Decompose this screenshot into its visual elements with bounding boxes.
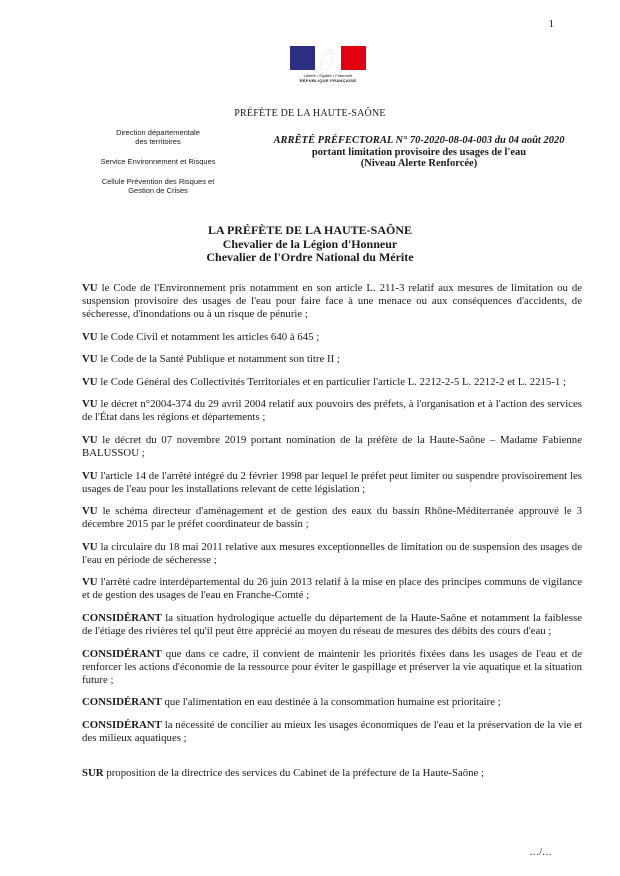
paragraph-text: que dans ce cadre, il convient de maintenir les priorités fixées dans les usages de l'eau et de renforcer les actions d'économie de la ressource pour éviter le gaspillage et préserver la vie aquatique et la situation future ; <box>82 647 582 686</box>
heading-line: Chevalier de l'Ordre National du Mérite <box>206 250 414 264</box>
paragraph-lead: CONSIDÉRANT <box>82 611 162 624</box>
paragraph-text: le décret n°2004-374 du 29 avril 2004 relatif aux pouvoirs des préfets, à l'organisation et à l'action des services de l'État dans les régions et départements ; <box>82 398 582 424</box>
considerations-body <box>82 282 582 789</box>
decree-paragraph <box>82 398 582 424</box>
decree-paragraph <box>82 541 582 567</box>
decree-paragraph <box>82 434 582 460</box>
sur-proposition-paragraph <box>82 767 582 780</box>
paragraph-text: l'arrêté cadre interdépartemental du 26 juin 2013 relatif à la mise en place des principes communs de vigilance et de gestion des usages de l'eau en Franche-Comté ; <box>82 576 582 602</box>
paragraph-lead: VU <box>82 576 98 589</box>
arrete-title: ARRÊTÉ PRÉFECTORAL N° 70-2020-08-04-003 du 04 août 2020 <box>273 135 565 146</box>
arrete-title-block <box>254 135 584 170</box>
paragraph-text: le Code Général des Collectivités Territoriales et en particulier l'article L. 2212-2-5 L. 2212-2 et L. 2215-1 ; <box>100 375 567 388</box>
arrete-level: (Niveau Alerte Renforcée) <box>360 158 478 169</box>
page-number: 1 <box>548 18 554 30</box>
paragraph-lead: VU <box>82 469 98 482</box>
paragraph-text: le décret du 07 novembre 2019 portant nomination de la préfète de la Haute-Saône – Madame Fabienne BALUSSOU ; <box>82 433 582 459</box>
decree-paragraph <box>82 505 582 531</box>
paragraph-text: la circulaire du 18 mai 2011 relative aux mesures exceptionnelles de limitation ou de suspension des usages de l'eau en période de sécheresse ; <box>82 540 583 566</box>
paragraph-text: le Code de l'Environnement pris notamment en son article L. 211-3 relatif aux mesures de limitation ou de suspension provisoire des usages de l'eau pour faire face à une menace ou aux conséquences d'accidents, de sécheresse, d'inondations ou à un risque de pénurie ; <box>82 282 583 320</box>
paragraph-lead: CONSIDÉRANT <box>82 647 162 660</box>
decree-paragraph <box>82 576 582 602</box>
republique-francaise-logo <box>290 46 366 83</box>
paragraph-lead: CONSIDÉRANT <box>82 696 162 709</box>
sidebar-line-service: Service Environnement et Risques <box>100 157 216 166</box>
decree-paragraph <box>82 331 582 344</box>
decree-paragraph <box>82 376 582 389</box>
prefecte-header: PRÉFÈTE DE LA HAUTE-SAÔNE <box>234 108 386 119</box>
decree-paragraph <box>82 696 582 709</box>
paragraph-lead: VU <box>82 433 98 446</box>
paragraph-lead: VU <box>82 282 98 294</box>
paragraph-text: le Code de la Santé Publique et notamment son titre II ; <box>100 353 340 366</box>
arrete-subtitle: portant limitation provisoire des usages de l'eau <box>311 146 527 158</box>
paragraph-text: proposition de la directrice des services du Cabinet de la préfecture de la Haute-Saône ; <box>106 766 485 779</box>
paragraph-lead: VU <box>82 330 98 343</box>
marianne-profile-icon <box>314 48 340 70</box>
logo-republic: RÉPUBLIQUE FRANÇAISE <box>299 78 357 83</box>
paragraph-lead: VU <box>82 505 98 518</box>
paragraph-text: la situation hydrologique actuelle du département de la Haute-Saône et notamment la faiblesse de l'étiage des rivières tel qu'il peut être apprécié au moyen du réseau de mesures des débits des cours d'eau ; <box>82 611 582 637</box>
decree-paragraph <box>82 648 582 687</box>
paragraph-lead: VU <box>82 353 98 366</box>
decree-paragraph <box>82 719 582 745</box>
paragraph-lead: VU <box>82 398 98 411</box>
paragraph-lead: SUR <box>82 766 104 779</box>
sidebar-line-direction: Direction départementale des territoires <box>116 128 200 146</box>
paragraph-text: le schéma directeur d'aménagement et de gestion des eaux du bassin Rhône-Méditerranée approuvé le 3 décembre 2015 par le préfet coordinateur de bassin ; <box>82 505 583 531</box>
decree-paragraph <box>82 470 582 496</box>
paragraph-text: l'article 14 de l'arrêté intégré du 2 février 1998 par lequel le préfet peut limiter ou suspendre provisoirement les usages de l'eau pour les installations relevant de cette législation ; <box>82 469 582 495</box>
decree-paragraph <box>82 282 582 321</box>
paragraph-lead: VU <box>82 375 98 388</box>
prefecte-heading <box>0 224 620 265</box>
paragraph-lead: VU <box>82 540 98 553</box>
paragraph-text: le Code Civil et notamment les articles 640 à 645 ; <box>100 330 320 343</box>
continuation-mark: …/… <box>529 847 552 858</box>
paragraph-text: que l'alimentation en eau destinée à la consommation humaine est prioritaire ; <box>164 696 501 709</box>
heading-line: Chevalier de la Légion d'Honneur <box>222 236 398 251</box>
decree-paragraph <box>82 612 582 638</box>
heading-line: LA PRÉFÈTE DE LA HAUTE-SAÔNE <box>207 223 413 237</box>
sidebar-line-cellule: Cellule Prévention des Risques et Gestion de Crises <box>101 177 215 195</box>
paragraph-text: la nécessité de concilier au mieux les usages économiques de l'eau et la préservation de la vie et des milieux aquatiques ; <box>82 718 582 744</box>
logo-motto: Liberté • Égalité • Fraternité <box>303 73 353 78</box>
paragraph-lead: CONSIDÉRANT <box>82 718 162 731</box>
decree-paragraph <box>82 353 582 366</box>
paragraph-list <box>82 282 582 745</box>
issuing-service-block <box>88 128 228 206</box>
